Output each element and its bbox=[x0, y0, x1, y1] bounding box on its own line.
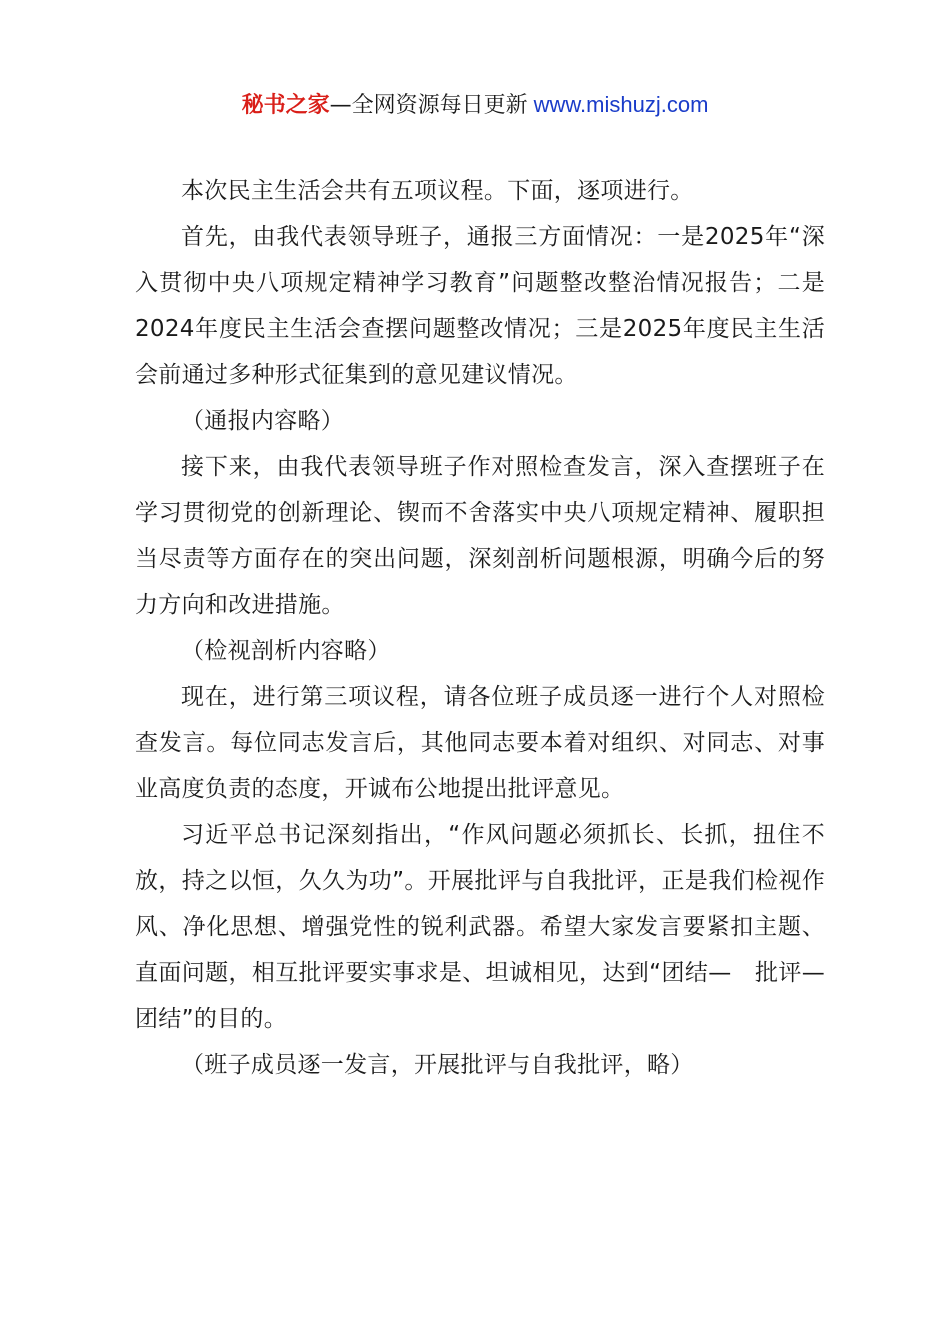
paragraph-members-omitted: （班子成员逐一发言，开展批评与自我批评，略） bbox=[181, 1052, 694, 1078]
paragraph-inspection-omitted: （检视剖析内容略） bbox=[181, 638, 391, 664]
paragraph-report-situation: 首先，由我代表领导班子，通报三方面情况：一是2025年“深入贯彻中央八项规定精神学习教育”问题整改整治情况报告；二是2024年度民主生活会查摆问题整改情况；三是2025年度民主生活会前通过多种形式征集到的意见建议情况。 bbox=[135, 224, 825, 388]
header-tagline: —全网资源每日更新 bbox=[329, 93, 528, 118]
paragraph-agenda-intro: 本次民主生活会共有五项议程。下面，逐项进行。 bbox=[181, 178, 694, 204]
page-header bbox=[0, 88, 950, 123]
brand-name: 秘书之家 bbox=[241, 93, 330, 118]
document-body bbox=[135, 168, 849, 1088]
paragraph-quote-criticism: 习近平总书记深刻指出，“作风问题必须抓长、长抓，扭住不放，持之以恒，久久为功”。开展批评与自我批评，正是我们检视作风、净化思想、增强党性的锐利武器。希望大家发言要紧扣主题、直面问题，相互批评要实事求是、坦诚相见，达到“团结— 批评— 团结”的目的。 bbox=[135, 822, 849, 1032]
paragraph-report-omitted: （通报内容略） bbox=[181, 408, 345, 434]
paragraph-third-agenda: 现在，进行第三项议程，请各位班子成员逐一进行个人对照检查发言。每位同志发言后，其他同志要本着对组织、对同志、对事业高度负责的态度，开诚布公地提出批评意见。 bbox=[135, 684, 825, 802]
site-url-link[interactable]: www.mishuzj.com bbox=[533, 92, 709, 117]
paragraph-team-inspection: 接下来，由我代表领导班子作对照检查发言，深入查摆班子在学习贯彻党的创新理论、锲而不舍落实中央八项规定精神、履职担当尽责等方面存在的突出问题，深刻剖析问题根源，明确今后的努力方向和改进措施。 bbox=[135, 454, 825, 618]
